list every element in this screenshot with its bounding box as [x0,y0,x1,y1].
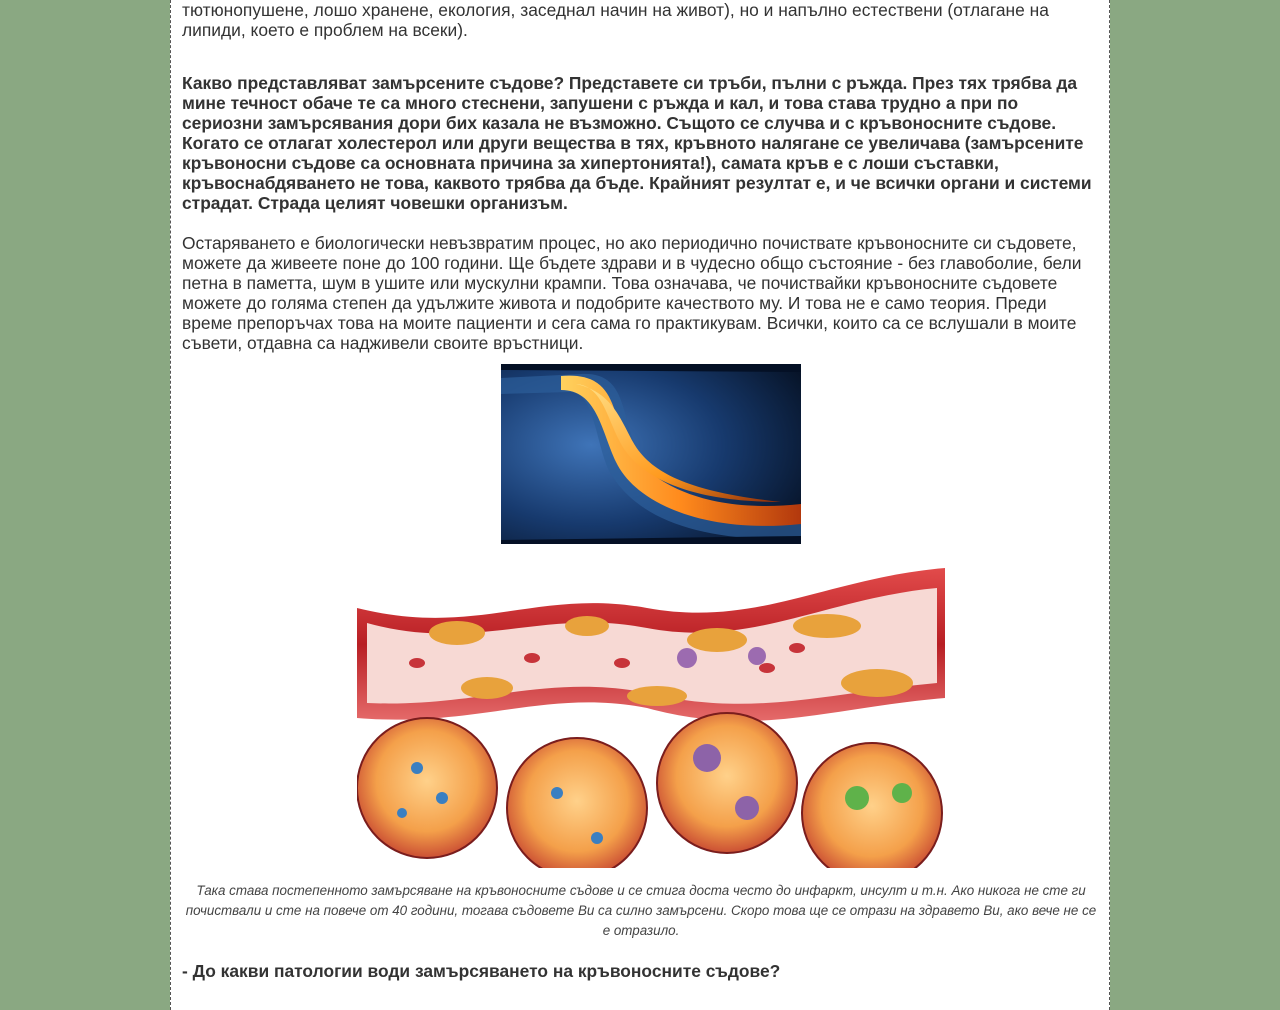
vessel-plaque-image [357,568,947,868]
artery-plaque-illustration [501,364,801,544]
artery-plaque-image [501,364,801,544]
article-paragraph-aging: Остаряването е биологически невъзвратим процес, но ако периодично почиствате кръвоносните си съдовете, можете да живеете поне до 100 години. Ще бъдете здрави и в чудесно общо състояние - без главоболие, бели петна в паметта, шум в ушите или мускулни крампи. Това означава, че почиствайки кръвоносните съдовете можете до голяма степен да удължите живота и подобрите качеството му. И това не е само теория. Преди време препоръчах това на моите пациенти и сега сама го практикувам. Всички, които са се вслушали в моите съвети, отдавна са надживели своите връстници. [182,233,1082,353]
intro-line-2: тютюнопушене, лошо хранене, екология, заседнал начин на живот), но и напълно естествени (отлагане на [182,0,1049,20]
article-paragraph-intro [182,0,1100,40]
blood-vessel-plaque-illustration [357,568,947,868]
section-heading: - До какви патологии води замърсяването на кръвоносните съдове? [182,961,781,981]
article-page [170,0,1110,1010]
image-caption: Така става постепенното замърсяване на кръвоносните съдове и се стига доста често до инфаркт, инсулт и т.н. Ако никога не сте ги почиствали и сте на повече от 40 години, тогава съдовете Ви са силно замърсени. Скоро това ще се отрази на здравето Ви, ако вече не се е отразило. [185,883,1097,938]
intro-line-3: липиди, което е проблем на всеки). [182,20,468,40]
article-paragraph-bold: Какво представляват замърсените съдове? Представете си тръби, пълни с ръжда. През тях трябва да мине течност обаче те са много стеснени, запушени с ръжда и кал, и това става трудно а при по сериозни замърсявания дори бих казала не възможно. Същото се случва и с кръвоносните съдове. Когато се отлагат холестерол или други вещества в тях, кръвното налягане се увеличава (замърсените кръвоносни съдове са основната причина за хипертонията!), самата кръв е с лоши съставки, кръвоснабдяването не това, каквото трябва да бъде. Крайният резултат е, и че всички органи и системи страдат. Страда целият човешки организъм. [182,73,1092,213]
